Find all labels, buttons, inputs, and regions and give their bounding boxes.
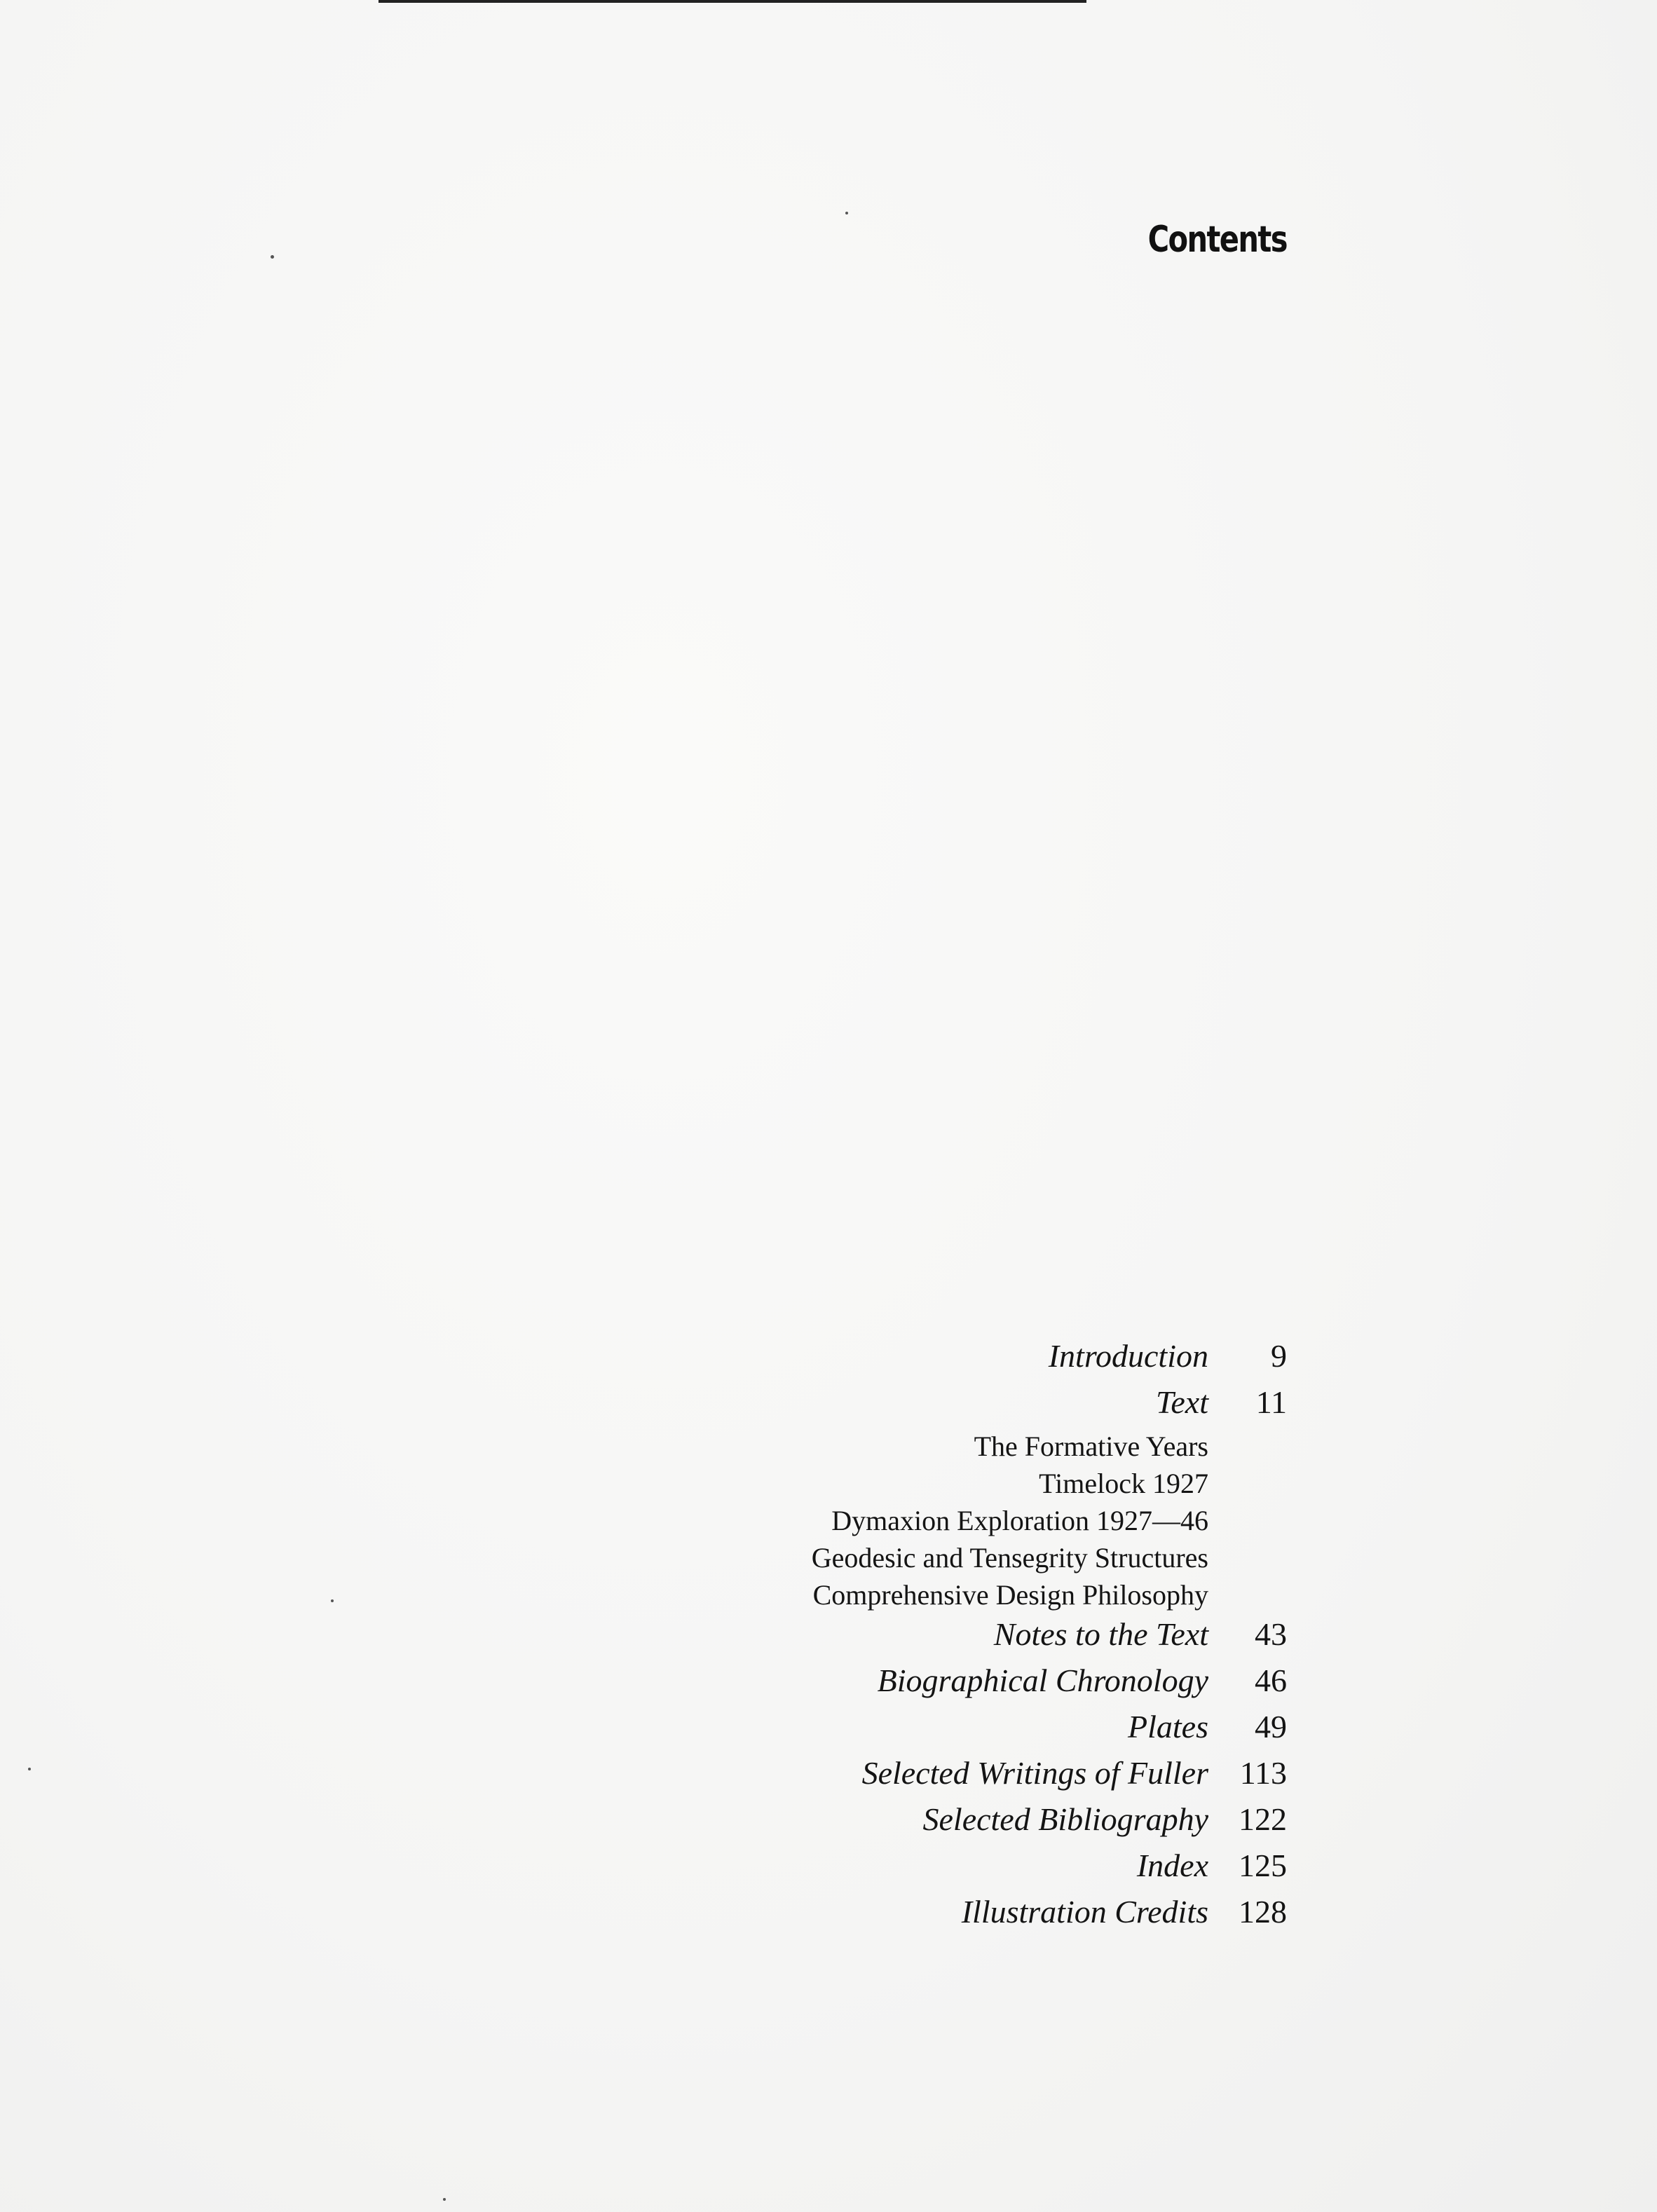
toc-entry-label: Introduction	[1048, 1338, 1208, 1374]
paper-speck	[443, 2198, 446, 2201]
toc-entry-illustration-credits	[306, 1893, 1287, 1939]
toc-entry-page: 46	[1255, 1663, 1287, 1698]
toc-subsection	[306, 1578, 1287, 1616]
toc-entry-plates	[306, 1708, 1287, 1754]
toc-entry-page: 49	[1255, 1709, 1287, 1745]
toc-subsection-label: Timelock 1927	[1039, 1468, 1208, 1499]
toc-entry-chronology	[306, 1662, 1287, 1708]
toc-entry-label: Illustration Credits	[961, 1894, 1208, 1930]
toc-subsection-label: Geodesic and Tensegrity Structures	[811, 1542, 1208, 1573]
toc-entry-index	[306, 1847, 1287, 1893]
toc-entry-label: Biographical Chronology	[877, 1663, 1208, 1698]
toc-subsection	[306, 1430, 1287, 1467]
toc-subsection-label: Comprehensive Design Philosophy	[812, 1579, 1208, 1611]
toc-subsection-label: The Formative Years	[974, 1431, 1208, 1462]
toc-entry-label: Selected Writings of Fuller	[861, 1755, 1208, 1791]
toc-entry-page: 122	[1239, 1801, 1287, 1837]
paper-speck	[28, 1768, 31, 1770]
toc-entry-label: Notes to the Text	[993, 1616, 1208, 1652]
toc-entry-writings	[306, 1754, 1287, 1801]
toc-entry-page: 11	[1255, 1384, 1287, 1420]
toc-entry-label: Plates	[1128, 1709, 1208, 1745]
toc-entry-page: 113	[1239, 1755, 1287, 1791]
toc-subsection-label: Dymaxion Exploration 1927—46	[831, 1505, 1208, 1536]
toc-entry-page: 43	[1255, 1616, 1287, 1652]
toc-entry-page: 125	[1239, 1848, 1287, 1883]
table-of-contents	[306, 1337, 1287, 1939]
toc-entry-bibliography	[306, 1801, 1287, 1847]
toc-entry-label: Index	[1136, 1848, 1208, 1883]
toc-entry-notes	[306, 1616, 1287, 1662]
paper-speck	[271, 255, 274, 259]
toc-entry-text	[306, 1384, 1287, 1430]
toc-subsection	[306, 1467, 1287, 1504]
toc-subsection	[306, 1541, 1287, 1578]
toc-entry-label: Text	[1156, 1384, 1208, 1420]
toc-entry-label: Selected Bibliography	[922, 1801, 1208, 1837]
toc-entry-introduction	[306, 1337, 1287, 1384]
top-edge-rule	[379, 0, 1086, 3]
contents-heading: Contents	[1147, 219, 1287, 261]
paper-speck	[845, 212, 848, 214]
toc-entry-page: 128	[1239, 1894, 1287, 1930]
toc-subsection	[306, 1504, 1287, 1541]
toc-entry-page: 9	[1271, 1338, 1287, 1374]
paper-speck	[331, 1599, 334, 1602]
